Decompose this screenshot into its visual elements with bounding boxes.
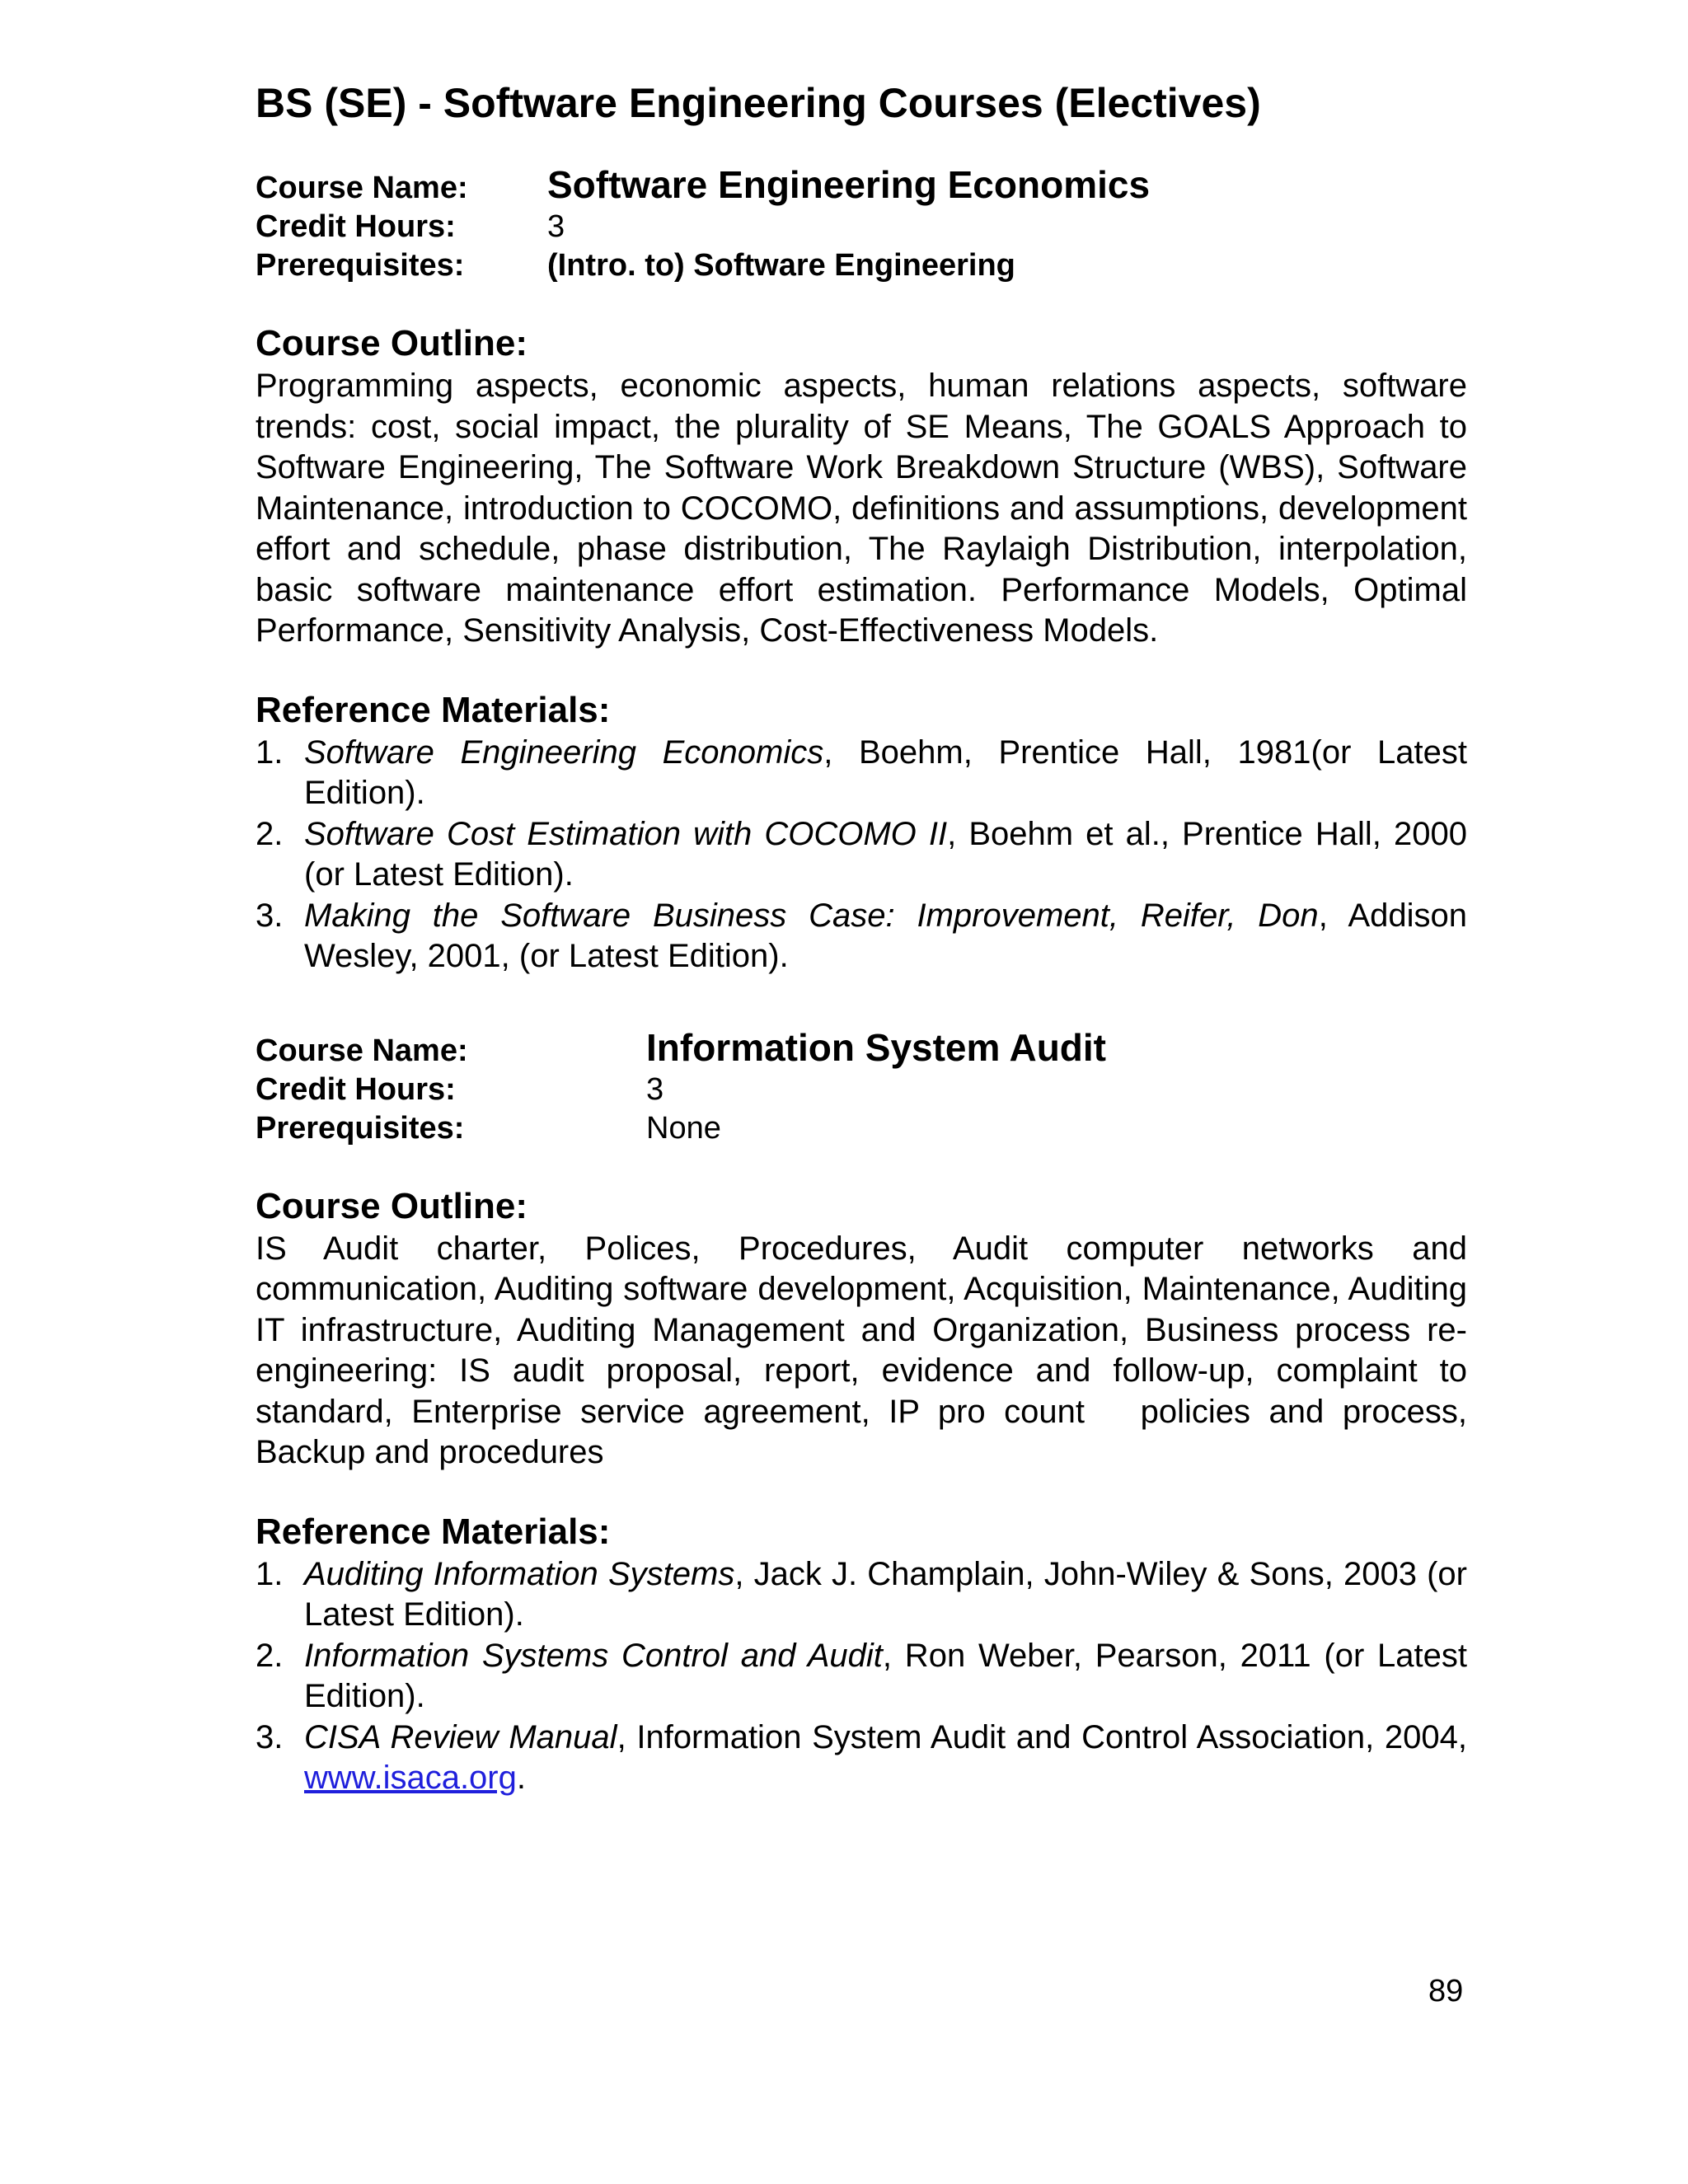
course-section-1 bbox=[256, 163, 1467, 977]
course-outline-text: Programming aspects, economic aspects, human relations aspects, software trends: cost, social impact, the plurality of SE Means, The GOALS Approach to Software Engineering, The Software Work Breakdown Structure (WBS), Software Maintenance, introduction to COCOMO, definitions and assumptions, development effort and schedule, phase distribution, The Raylaigh Distribution, interpolation, basic software maintenance effort estimation. Performance Models, Optimal Performance, Sensitivity Analysis, Cost-Effectiveness Models. bbox=[256, 368, 1467, 649]
reference-details: , Boehm et al., Prentice Hall, 2000 (or Latest Edition). bbox=[304, 815, 1467, 893]
course-name-value: Information System Audit bbox=[646, 1025, 1106, 1069]
course-outline-heading: Course Outline: bbox=[256, 323, 528, 363]
page-title: BS (SE) - Software Engineering Courses (Electives) bbox=[256, 80, 1261, 126]
reference-details: , Addison Wesley, 2001, (or Latest Edition). bbox=[304, 897, 1467, 974]
course-outline-heading: Course Outline: bbox=[256, 1185, 528, 1226]
reference-text bbox=[304, 1636, 1467, 1718]
reference-title: Software Cost Estimation with COCOMO II bbox=[304, 815, 948, 852]
reference-item bbox=[256, 733, 1467, 814]
reference-number: 1. bbox=[256, 733, 284, 771]
reference-title: Making the Software Business Case: Improvement, Reifer, Don bbox=[304, 897, 1319, 934]
reference-item bbox=[256, 896, 1467, 977]
credit-hours-label: Credit Hours: bbox=[256, 1071, 456, 1107]
reference-materials-heading: Reference Materials: bbox=[256, 689, 611, 730]
reference-details: , Boehm, Prentice Hall, 1981(or Latest Edition). bbox=[304, 733, 1467, 811]
reference-title: Information Systems Control and Audit bbox=[304, 1637, 883, 1674]
prerequisites-row bbox=[256, 1109, 1467, 1148]
reference-materials-heading: Reference Materials: bbox=[256, 1511, 611, 1552]
course-name-row bbox=[256, 163, 1467, 208]
reference-title: Auditing Information Systems bbox=[304, 1555, 735, 1592]
reference-item bbox=[256, 1718, 1467, 1799]
reference-number: 3. bbox=[256, 897, 284, 934]
isaca-link[interactable]: www.isaca.org bbox=[304, 1760, 517, 1796]
credit-hours-row bbox=[256, 208, 1467, 246]
course-name-label: Course Name: bbox=[256, 1033, 468, 1068]
reference-list bbox=[256, 733, 1467, 977]
prerequisites-value: None bbox=[646, 1110, 721, 1146]
reference-text bbox=[304, 896, 1467, 977]
prerequisites-label: Prerequisites: bbox=[256, 248, 465, 283]
prerequisites-value: (Intro. to) Software Engineering bbox=[547, 248, 1015, 283]
reference-text bbox=[304, 814, 1467, 896]
reference-title: Software Engineering Economics bbox=[304, 733, 824, 771]
prerequisites-row bbox=[256, 246, 1467, 285]
credit-hours-value: 3 bbox=[547, 209, 565, 244]
course-name-row bbox=[256, 1025, 1467, 1071]
reference-number: 2. bbox=[256, 815, 284, 852]
reference-item bbox=[256, 1554, 1467, 1636]
course-name-label: Course Name: bbox=[256, 171, 468, 205]
reference-text bbox=[304, 1554, 1467, 1636]
prerequisites-label: Prerequisites: bbox=[256, 1110, 465, 1146]
reference-item bbox=[256, 814, 1467, 896]
credit-hours-label: Credit Hours: bbox=[256, 209, 456, 244]
reference-text bbox=[304, 1718, 1467, 1799]
reference-trailing-period: . bbox=[516, 1760, 526, 1796]
page-number: 89 bbox=[1428, 1974, 1464, 2008]
reference-details: , Jack J. Champlain, John-Wiley & Sons, 2003 (or Latest Edition). bbox=[304, 1555, 1467, 1633]
course-section-2 bbox=[256, 1025, 1477, 1799]
course-name-value: Software Engineering Economics bbox=[547, 163, 1151, 206]
reference-number: 3. bbox=[256, 1718, 284, 1755]
reference-details: , Information System Audit and Control Association, 2004, bbox=[617, 1718, 1467, 1755]
document-page bbox=[256, 78, 1477, 1799]
credit-hours-row bbox=[256, 1071, 1467, 1109]
reference-text bbox=[304, 733, 1467, 814]
course-outline-text: IS Audit charter, Polices, Procedures, Audit computer networks and communication, Auditing software development, Acquisition, Maintenance, Auditing IT infrastructure, Auditing Management and Organization, Business process re-engineering: IS audit proposal, report, evidence and follow-up, complaint to standard, Enterprise service agreement, IP pro count policies and process, Backup and procedures bbox=[256, 1230, 1477, 1470]
reference-title: CISA Review Manual bbox=[304, 1718, 617, 1755]
reference-number: 2. bbox=[256, 1637, 284, 1674]
reference-details: , Ron Weber, Pearson, 2011 (or Latest Edition). bbox=[304, 1637, 1468, 1714]
credit-hours-value: 3 bbox=[646, 1071, 664, 1107]
reference-list bbox=[256, 1554, 1467, 1799]
reference-number: 1. bbox=[256, 1555, 284, 1592]
reference-item bbox=[256, 1636, 1467, 1718]
